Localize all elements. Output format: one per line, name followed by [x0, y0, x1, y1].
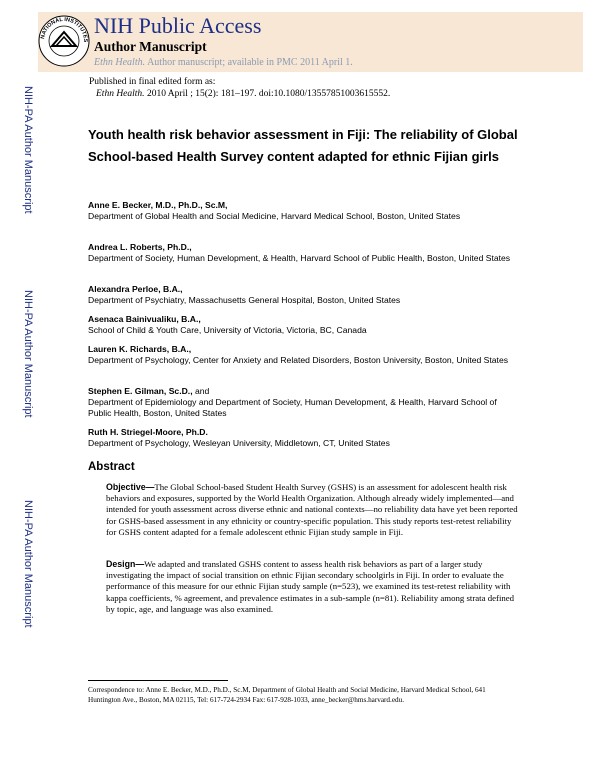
sidebar-label-2: NIH-PA Author Manuscript	[22, 290, 34, 418]
svg-text:NATIONAL INSTITUTES OF HEALTH: NATIONAL INSTITUTES	[40, 16, 89, 43]
author-block	[88, 242, 518, 264]
article-title: Youth health risk behavior assessment in Fiji: The reliability of Global School-based Health Survey content adapted for ethnic Fijian girls	[88, 127, 518, 164]
abstract-design	[106, 559, 518, 615]
author-name: Andrea L. Roberts, Ph.D.,	[88, 242, 192, 252]
author-affiliation: Department of Psychology, Center for Anxiety and Related Disorders, Boston University, Boston, United States	[88, 355, 509, 365]
author-affiliation: Department of Epidemiology and Department of Society, Human Development, & Health, Harvard School of Public Health, Boston, United States	[88, 397, 497, 418]
author-affiliation: Department of Society, Human Development, & Health, Harvard School of Public Health, Boston, United States	[88, 253, 511, 263]
author-name: Ruth H. Striegel-Moore, Ph.D.	[88, 427, 208, 437]
author-block	[88, 344, 518, 366]
correspondence-footnote: Correspondence to: Anne E. Becker, M.D., Ph.D., Sc.M, Department of Global Health and Social Medicine, Harvard Medical School, 641 Huntington Ave., Boston, MA 02115, Tel: 617-724-2934 Fax: 617-928-1033, anne_becker@hms.harvard.edu.	[88, 686, 486, 704]
banner-title: NIH Public Access	[94, 13, 262, 38]
design-text: We adapted and translated GSHS content to assess health risk behaviors as part of a larger study investigating the impact of social transition on ethnic Fijian secondary schoolgirls in Fiji. In order to evaluate the performance of this measure for our ethnic Fijian study sample (n=523), we examined its test-retest reliability with kappa coefficients, % agreement, and prevalence estimates in a sub-sample (n=81). Reliability among strata defined by topic, age, and language was also examined.	[106, 559, 515, 614]
author-affiliation: Department of Psychiatry, Massachusetts General Hospital, Boston, United States	[88, 295, 401, 305]
objective-text: The Global School-based Student Health Survey (GSHS) is an assessment for adolescent health risk behaviors and exposures, supported by the World Health Organization. Although already widely implemented—and intended for youth assessment across diverse ethnic and national contexts—no reliability data have yet been reported for GSHS-based assessment in any ethnicity or country-specific population. This study reports test-retest reliability for GSHS content adapted for a female adolescent ethnic Fijian study sample in Fiji.	[106, 482, 518, 537]
author-name: Asenaca Bainivualiku, B.A.,	[88, 314, 201, 324]
author-block	[88, 284, 518, 306]
author-block	[88, 427, 518, 449]
publication-citation: Ethn Health. 2010 April ; 15(2): 181–197. doi:10.1080/13557851003615552.	[96, 89, 391, 99]
banner-subtitle: Author Manuscript	[94, 39, 207, 54]
author-affiliation: Department of Psychology, Wesleyan University, Middletown, CT, United States	[88, 438, 390, 448]
author-affiliation: School of Child & Youth Care, University of Victoria, Victoria, BC, Canada	[88, 325, 367, 335]
author-block	[88, 386, 518, 419]
sidebar-label-1: NIH-PA Author Manuscript	[22, 86, 34, 214]
author-conjunction: and	[192, 386, 210, 396]
design-label: Design—	[106, 559, 145, 569]
banner-citation: Ethn Health. Author manuscript; available in PMC 2011 April 1.	[94, 57, 353, 68]
nih-logo	[38, 12, 90, 70]
author-block	[88, 200, 518, 222]
author-name: Stephen E. Gilman, Sc.D.,	[88, 386, 193, 396]
abstract-objective	[106, 482, 518, 538]
author-name: Lauren K. Richards, B.A.,	[88, 344, 192, 354]
author-name: Anne E. Becker, M.D., Ph.D., Sc.M,	[88, 200, 228, 210]
abstract-heading: Abstract	[88, 461, 135, 473]
author-block	[88, 314, 518, 336]
published-note: Published in final edited form as:	[89, 77, 216, 87]
footnote-rule	[88, 680, 228, 681]
author-name: Alexandra Perloe, B.A.,	[88, 284, 183, 294]
author-affiliation: Department of Global Health and Social Medicine, Harvard Medical School, Boston, United States	[88, 211, 461, 221]
sidebar-label-3: NIH-PA Author Manuscript	[22, 500, 34, 628]
objective-label: Objective—	[106, 482, 155, 492]
